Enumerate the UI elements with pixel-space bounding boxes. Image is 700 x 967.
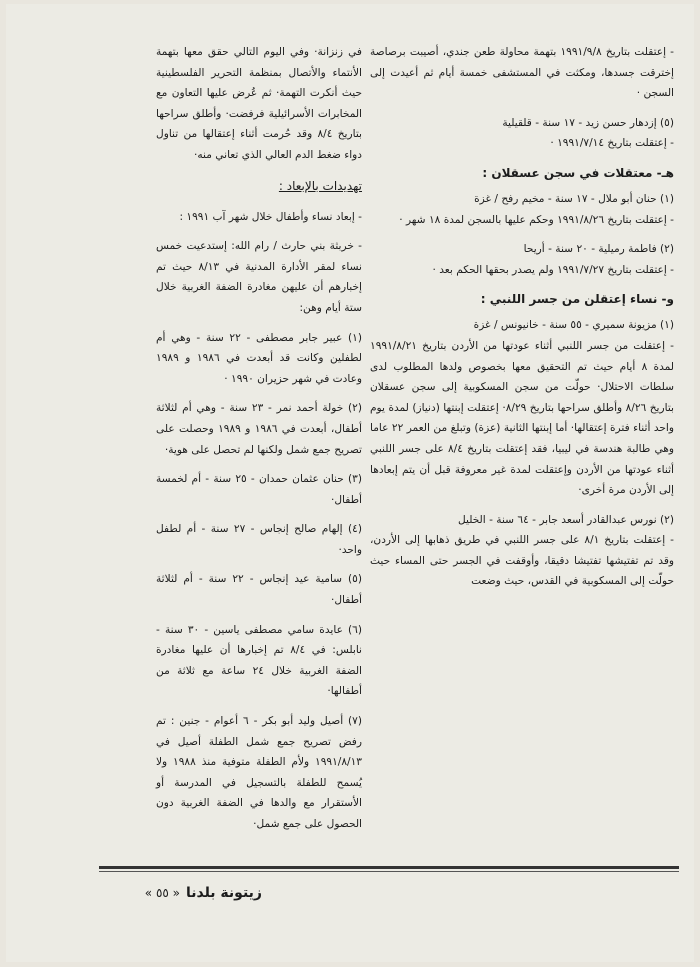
paragraph: (٢) فاطمة رميلية - ٢٠ سنة - أريحا — [523, 243, 674, 256]
paragraph: - إعتقلت بتاريخ ١٩٩١/٨/٢٦ وحكم عليها بالسجن لمدة ١٨ شهر · — [399, 213, 674, 226]
paragraph: - إعتقلت بتاريخ ٨/١ على جسر اللنبي في طريق ذهابها إلى الأردن، وقد تم تفتيشها تفتيشا دقيقا، وأوقفت في الجسر حتى المساء حيث حولّت إلى المسكوبية في القدس، حيث وضعت — [370, 534, 674, 588]
section-heading: تهديدات بالإبعاد : — [278, 178, 362, 193]
paragraph: - إعتقلت بتاريخ ١٩٩١/٩/٨ بتهمة محاولة طعن جندي، أصيبت برصاصة إخترقت جسدها، ومكثت في المستشفى خمسة أيام ثم أعيدت إلى السجن · — [370, 46, 674, 100]
footer-rule — [99, 866, 679, 869]
paragraph: - إعتقلت بتاريخ ١٩٩١/٧/١٤ · — [550, 137, 674, 150]
footer-rule — [99, 871, 679, 872]
paragraph: - خربثة بني حارث / رام الله: إستدعيت خمس نساء لمقر الأدارة المدنية في ٨/١٣ حيث تم إخبارهم أن عليهن مغادرة الضفة الغربية خلال ستة أيام وهن: — [156, 240, 362, 314]
paragraph: (٢) خولة أحمد نمر - ٢٣ سنة - وهي أم لثلاثة أطفال، أبعدت في ١٩٨٦ و ١٩٨٩ وحصلت على تصريح جمع شمل ولكنها لم تحصل على هوية· — [156, 402, 362, 456]
paragraph: (٢) نورس عبدالقادر أسعد جابر - ٦٤ سنة - الخليل — [457, 513, 674, 526]
paragraph: (٤) إلهام صالح إنجاس - ٢٧ سنة - أم لطفل واحد· — [156, 523, 362, 556]
section-heading: و- نساء إعتقلن من جسر اللنبي : — [480, 292, 674, 307]
paragraph: (٣) حنان عثمان حمدان - ٢٥ سنة - أم لخمسة أطفال· — [156, 473, 362, 506]
page-number: « ٥٥ » — [144, 886, 180, 900]
paragraph: (٦) عايدة سامي مصطفى ياسين - ٣٠ سنة - نابلس: في ٨/٤ تم إخبارها أن عليها مغادرة الضفة الغربية خلال ٢٤ ساعة مع ثلاثة من أطفالها· — [156, 623, 363, 698]
magazine-title: زيتونة بلدنا — [185, 885, 262, 901]
paragraph: (٥) سامية عيد إنجاس - ٢٢ سنة - أم لثلاثة أطفال· — [156, 573, 363, 607]
paragraph: (١) عبير جابر مصطفى - ٢٢ سنة - وهي أم لطفلين وكانت قد أبعدت في ١٩٨٦ و ١٩٨٩ وعادت في شهر حزيران ١٩٩٠ · — [156, 331, 362, 385]
paragraph: - إعتقلت بتاريخ ١٩٩١/٧/٢٧ ولم يصدر بحقها الحكم بعد · — [432, 263, 674, 276]
left-column — [156, 42, 362, 844]
paragraph: (٥) إزدهار حسن زيد - ١٧ سنة - قلقيلية — [502, 116, 674, 129]
footer — [102, 882, 262, 904]
paragraph: - إبعاد نساء وأطفال خلال شهر آب ١٩٩١ : — [179, 210, 362, 223]
section-heading: هـ- معتقلات في سجن عسقلان : — [482, 165, 674, 180]
page — [6, 4, 694, 962]
paragraph: في زنزانة· وفي اليوم التالي حقق معها بتهمة الأنتماء والأتصال بمنظمة التحرير الفلسطينية حيث أنكرت التهمة· ثم عُرض عليها التعاون مع المخابرات الأسرائيلية فرفضت· وأطلق سراحها بتاريخ ٨/٤ وقد حُرمت أثناء إعتقالها من تناول دواء ضغط الدم العالي الذي تعاني منه· — [156, 46, 362, 161]
paragraph: (٧) أصيل وليد أبو بكر - ٦ أعوام - جنين : تم رفض تصريح جمع شمل الطفلة أصيل في ١٩٩١/٨/١٣ ولأم الطفلة متوفية منذ ١٩٨٨ ولا يُسمح للطفلة بالتسجيل في المدرسة أو الأستقرار مع والدها في الضفة الغربية دون الحصول على جمع شمل· — [156, 715, 362, 830]
paragraph: (١) حنان أبو ملال - ١٧ سنة - مخيم رفح / غزة — [474, 192, 674, 205]
paragraph: - إعتقلت من جسر اللنبي أثناء عودتها من الأردن بتاريخ ١٩٩١/٨/٢١ لمدة ٨ أيام حيث تم التحقيق معها بخصوص ولدها المطلوب لدى سلطات الاحتلال· حولّت من سجن المسكوبية إلى سجن عسقلان بتاريخ ٨/٢٦ وأطلق سراحها بتاريخ ٨/٢٩· إعتقلت إبنتها (دنياز) لمدة يوم واحد أثناء فترة إعتقالها· أما إبنتها الثانية (عزة) وتبلغ من العمر ٢٢ عاما وهي طالبة هندسة في ليبيا، فقد إعتقلت بتاريخ ٨/٤ على جسر اللنبي أثناء عودتها من الأردن وإعتقلت لمدة غير معروفة قبل أن يتم إبعادها إلى الأردن مرة أخرى· — [370, 339, 675, 497]
paragraph: (١) مزيونة سميري - ٥٥ سنة - خانيونس / غزة — [473, 319, 674, 332]
right-column — [370, 42, 674, 601]
